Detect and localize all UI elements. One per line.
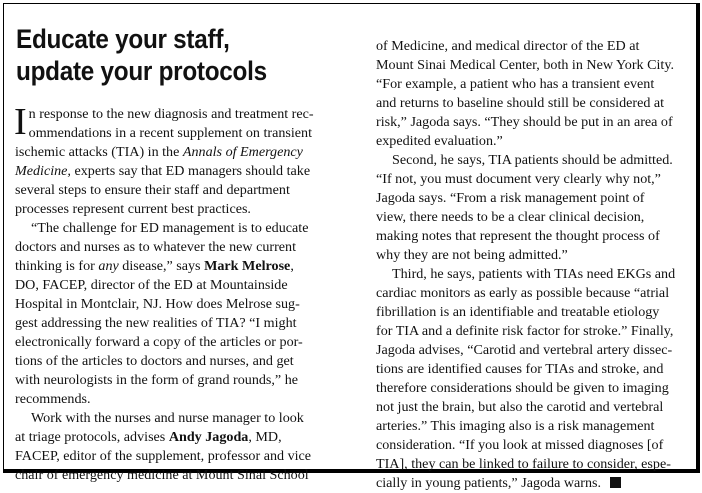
text-run: , MD, — [248, 429, 282, 445]
text-line: Mount Sinai Medical Center, both in New York City. — [376, 57, 674, 73]
journal-title: Annals of Emergency — [182, 144, 303, 160]
text-line: for TIA and a definite risk factor for stroke.” Finally, — [376, 323, 674, 339]
text-line: DO, FACEP, director of the ED at Mountainside — [15, 277, 288, 293]
text-line — [376, 474, 686, 493]
person-name: Andy Jagoda — [168, 429, 249, 445]
text-line: consideration. “If you look at missed diagnoses [of — [376, 437, 664, 453]
paragraph-1 — [14, 101, 345, 219]
text-line: Hospital in Montclair, NJ. How does Melrose sug- — [15, 296, 300, 312]
text-run: ischemic attacks (TIA) in the — [15, 144, 183, 160]
text-line: n response to the new diagnosis and treatment rec- — [28, 106, 314, 122]
text-line: not just the brain, but also the carotid and vertebral — [376, 399, 664, 415]
text-line: FACEP, editor of the supplement, professor and vice — [15, 448, 312, 464]
journal-title: Medicine, — [15, 163, 71, 179]
text-line: view, there needs to be a clear clinical decision, — [376, 209, 645, 225]
text-line: tions of the articles to doctors and nurses, and get — [15, 353, 294, 369]
end-mark-icon — [610, 477, 621, 488]
text-line: making notes that represent the thought process of — [376, 228, 660, 244]
headline — [16, 23, 312, 87]
text-line: electronically forward a copy of the articles or por- — [15, 334, 303, 350]
text-line — [15, 143, 345, 162]
text-line: gest addressing the new realities of TIA? “I might — [15, 315, 297, 331]
headline-line-2: update your protocols — [16, 56, 267, 86]
text-line: fibrillation is an identifiable and treatable etiology — [376, 304, 660, 320]
text-line: recommends. — [15, 391, 91, 407]
paragraph-2 — [15, 219, 345, 409]
left-body — [14, 101, 345, 485]
text-run: cially in young patients,” Jagoda warns. — [376, 475, 602, 491]
text-line: risk,” Jagoda says. “They should be put in an area of — [376, 114, 673, 130]
text-line: “If not, you must document very clearly why not,” — [376, 171, 661, 187]
text-line — [15, 428, 345, 447]
text-line: Jagoda advises, “Carotid and vertebral artery dissec- — [376, 342, 673, 358]
text-line: several steps to ensure their staff and department — [15, 182, 290, 198]
paragraph-3 — [15, 409, 345, 485]
article-box — [3, 3, 700, 491]
text-line — [15, 257, 345, 276]
text-run: , — [290, 258, 294, 274]
text-line: Second, he says, TIA patients should be admitted. — [392, 152, 673, 168]
text-line — [15, 162, 345, 181]
right-column — [376, 37, 686, 493]
text-line: TIA], they can be linked to failure to consider, espe- — [376, 456, 671, 472]
emphasis: any — [98, 258, 119, 274]
text-line: cardiac monitors as early as possible because “atrial — [376, 285, 670, 301]
text-line: why they are not being admitted.” — [376, 247, 568, 263]
text-run: thinking is for — [15, 258, 99, 274]
text-run: at triage protocols, advises — [15, 429, 169, 445]
text-line: ommendations in a recent supplement on transient — [28, 125, 313, 141]
text-line: therefore considerations should be given to imaging — [376, 380, 669, 396]
text-line: and returns to baseline should still be considered at — [376, 95, 665, 111]
text-line: “The challenge for ED management is to educate — [31, 220, 309, 236]
text-line: of Medicine, and medical director of the ED at — [376, 38, 640, 54]
text-line: “For example, a patient who has a transient event — [376, 76, 655, 92]
text-run: disease,” says — [118, 258, 205, 274]
text-line: Work with the nurses and nurse manager to look — [31, 410, 304, 426]
text-line: Jagoda says. “From a risk management point of — [376, 190, 645, 206]
text-line: tions are identified causes for TIAs and stroke, and — [376, 361, 664, 377]
text-line: doctors and nurses as to whatever the new current — [15, 239, 296, 255]
text-line: chair of emergency medicine at Mount Sinai School — [15, 467, 309, 483]
person-name: Mark Melrose — [204, 258, 291, 274]
drop-cap: I — [14, 101, 27, 143]
text-line: processes represent current best practices. — [15, 201, 251, 217]
text-line: with neurologists in the form of grand rounds,” he — [15, 372, 298, 388]
text-line: Third, he says, patients with TIAs need EKGs and — [392, 266, 676, 282]
text-line: arteries.” This imaging also is a risk management — [376, 418, 655, 434]
text-line: expedited evaluation.” — [376, 133, 503, 149]
headline-line-1: Educate your staff, — [16, 24, 230, 54]
text-run: experts say that ED managers should take — [70, 163, 311, 179]
left-column — [15, 4, 345, 485]
